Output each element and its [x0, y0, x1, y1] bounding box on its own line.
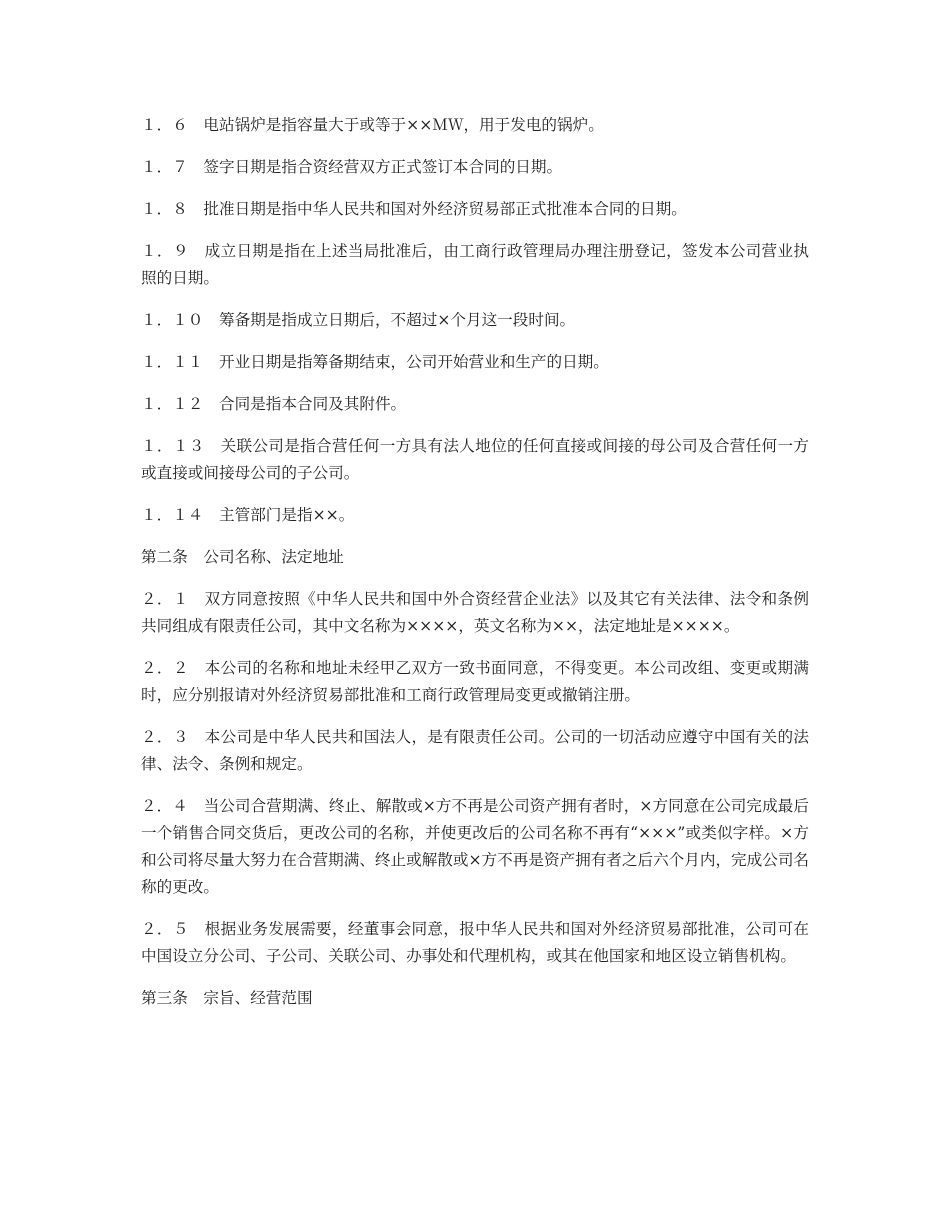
clause-gap — [203, 311, 219, 329]
clause-number: ２．４ — [141, 797, 188, 815]
clause-number: １．１３ — [141, 437, 205, 455]
clause-paragraph — [141, 916, 809, 970]
clause-paragraph — [141, 196, 809, 223]
clause-paragraph — [141, 502, 809, 529]
clause-number: １．９ — [141, 242, 189, 260]
clause-number: １．６ — [141, 116, 188, 134]
document-body — [141, 112, 809, 1027]
clause-text: 合同是指本合同及其附件。 — [219, 395, 407, 413]
clause-gap — [188, 548, 204, 566]
clause-paragraph — [141, 724, 809, 778]
clause-text: 电站锅炉是指容量大于或等于××ＭＷ，用于发电的锅炉。 — [203, 116, 604, 134]
clause-text: 主管部门是指××。 — [219, 506, 355, 524]
clause-gap — [188, 200, 204, 218]
clause-gap — [188, 116, 204, 134]
clause-text: 根据业务发展需要，经董事会同意，报中华人民共和国对外经济贸易部批准，公司可在中国设立分公司、子公司、关联公司、办事处和代理机构，或其在他国家和地区设立销售机构。 — [141, 920, 809, 965]
clause-paragraph — [141, 349, 809, 376]
clause-text: 筹备期是指成立日期后，不超过×个月这一段时间。 — [219, 311, 576, 329]
clause-text: 本公司的名称和地址未经甲乙双方一致书面同意，不得变更。本公司改组、变更或期满时，应分别报请对外经济贸易部批准和工商行政管理局变更或撤销注册。 — [141, 659, 809, 704]
clause-paragraph — [141, 544, 809, 571]
clause-gap — [203, 395, 219, 413]
clause-number: ２．３ — [141, 728, 189, 746]
clause-gap — [188, 797, 204, 815]
clause-gap — [189, 659, 205, 677]
clause-gap — [189, 920, 205, 938]
clause-paragraph — [141, 655, 809, 709]
clause-paragraph — [141, 112, 809, 139]
clause-gap — [203, 353, 219, 371]
clause-number: １．８ — [141, 200, 188, 218]
clause-gap — [189, 590, 205, 608]
clause-text: 宗旨、经营范围 — [203, 989, 313, 1007]
clause-number: 第三条 — [141, 989, 188, 1007]
clause-number: １．１２ — [141, 395, 204, 413]
clause-paragraph — [141, 433, 809, 487]
clause-gap — [189, 242, 205, 260]
clause-paragraph — [141, 154, 809, 181]
clause-gap — [188, 158, 204, 176]
clause-text: 公司名称、法定地址 — [203, 548, 344, 566]
clause-text: 关联公司是指合营任何一方具有法人地位的任何直接或间接的母公司及合营任何一方或直接或间接母公司的子公司。 — [141, 437, 809, 482]
clause-number: 第二条 — [141, 548, 188, 566]
clause-paragraph — [141, 793, 809, 901]
clause-paragraph — [141, 307, 809, 334]
clause-paragraph — [141, 238, 809, 292]
clause-number: １．１４ — [141, 506, 204, 524]
clause-text: 双方同意按照《中华人民共和国中外合资经营企业法》以及其它有关法律、法令和条例共同组成有限责任公司，其中文名称为××××，英文名称为××，法定地址是××××。 — [141, 590, 809, 635]
clause-number: ２．２ — [141, 659, 189, 677]
clause-number: １．１０ — [141, 311, 204, 329]
clause-gap — [189, 728, 205, 746]
clause-number: ２．１ — [141, 590, 189, 608]
clause-number: １．１１ — [141, 353, 204, 371]
clause-gap — [205, 437, 221, 455]
clause-gap — [188, 989, 204, 1007]
clause-text: 成立日期是指在上述当局批准后，由工商行政管理局办理注册登记，签发本公司营业执照的日期。 — [141, 242, 809, 287]
clause-text: 签字日期是指合资经营双方正式签订本合同的日期。 — [203, 158, 563, 176]
clause-paragraph — [141, 586, 809, 640]
clause-text: 当公司合营期满、终止、解散或×方不再是公司资产拥有者时，×方同意在公司完成最后一个销售合同交货后，更改公司的名称，并使更改后的公司名称不再有“×××”或类似字样。×方和公司将尽量大努力在合营期满、终止或解散或×方不再是资产拥有者之后六个月内，完成公司名称的更改。 — [141, 797, 810, 896]
clause-text: 开业日期是指筹备期结束，公司开始营业和生产的日期。 — [219, 353, 609, 371]
clause-paragraph — [141, 391, 809, 418]
clause-gap — [203, 506, 219, 524]
clause-number: ２．５ — [141, 920, 189, 938]
clause-paragraph — [141, 985, 809, 1012]
clause-text: 批准日期是指中华人民共和国对外经济贸易部正式批准本合同的日期。 — [203, 200, 687, 218]
clause-text: 本公司是中华人民共和国法人，是有限责任公司。公司的一切活动应遵守中国有关的法律、法令、条例和规定。 — [141, 728, 809, 773]
clause-number: １．７ — [141, 158, 188, 176]
